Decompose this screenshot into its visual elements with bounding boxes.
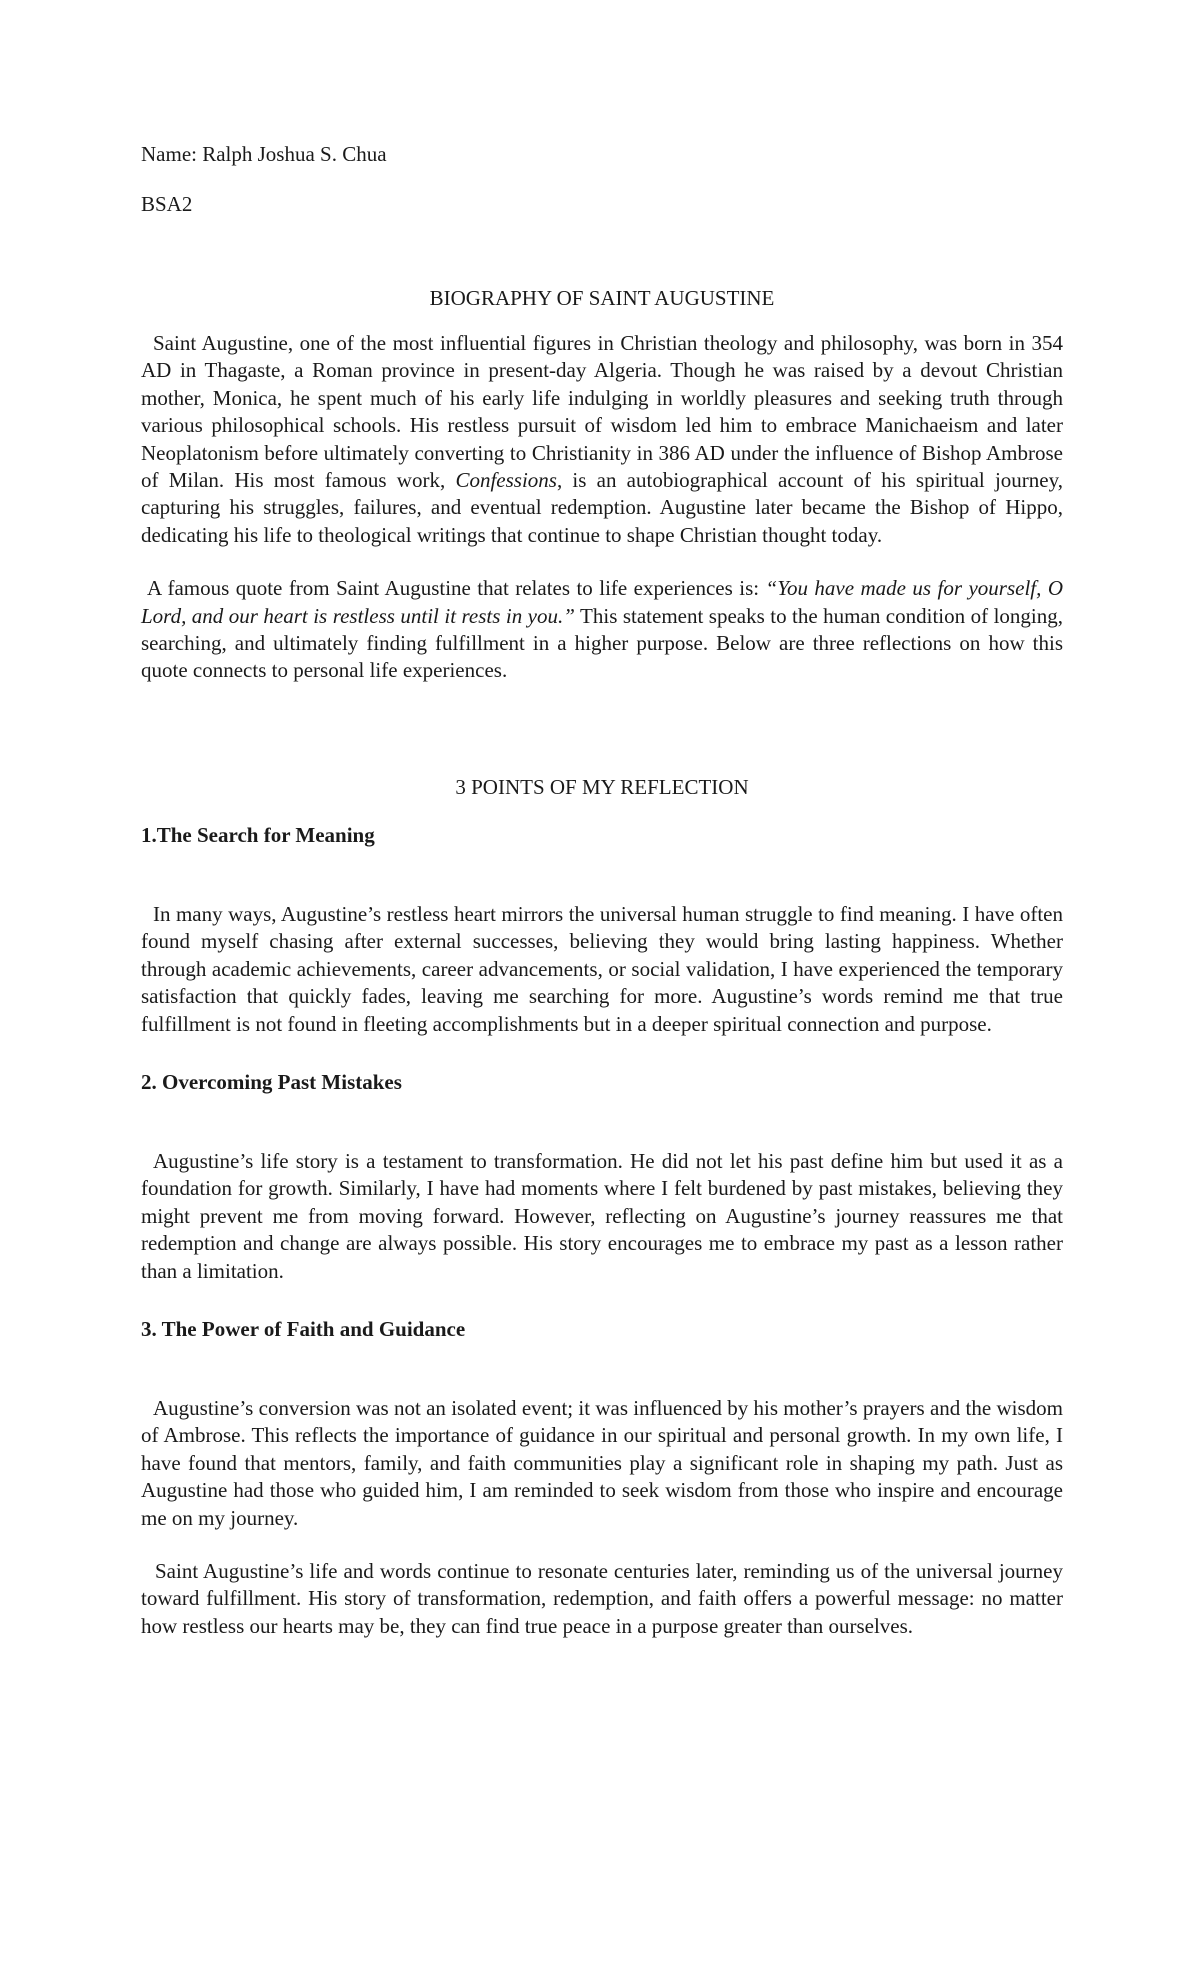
reflection-heading-1: 1.The Search for Meaning: [141, 822, 375, 847]
document-title: BIOGRAPHY OF SAINT AUGUSTINE: [429, 286, 775, 310]
augustine-quote: “You have made us for yourself, O Lord, and our heart is restless until it rests in you.”: [141, 576, 1063, 628]
biography-paragraph: [141, 330, 1063, 549]
quote-intro: A famous quote from Saint Augustine that relates to life experiences is:: [147, 576, 766, 601]
biography-text-end: , is an autobiographical account of his spiritual journey, capturing his struggles, failures, and eventual redemption. Augustine later became the Bishop of Hippo, dedicating his life to theological writings that continue to shape Christian thought today.: [141, 468, 1063, 547]
reflection-text-3: Augustine’s conversion was not an isolated event; it was influenced by his mother’s prayers and the wisdom of Ambrose. This reflects the importance of guidance in our spiritual and personal growth. In my own life, I have found that mentors, family, and faith communities play a significant role in shaping my path. Just as Augustine had those who guided him, I am reminded to seek wisdom from those who inspire and encourage me on my journey.: [141, 1395, 1063, 1530]
reflection-text-2: Augustine’s life story is a testament to transformation. He did not let his past define him but used it as a foundation for growth. Similarly, I have had moments where I felt burdened by past mistakes, believing they might prevent me from moving forward. However, reflecting on Augustine’s journey reassures me that redemption and change are always possible. His story encourages me to embrace my past as a lesson rather than a limitation.: [141, 1148, 1063, 1283]
student-name: Name: Ralph Joshua S. Chua: [141, 142, 387, 166]
reflection-text-1: In many ways, Augustine’s restless heart mirrors the universal human struggle to find meaning. I have often found myself chasing after external successes, believing they would bring lasting happiness. Whether through academic achievements, career advancements, or social validation, I have experienced the temporary satisfaction that quickly fades, leaving me searching for more. Augustine’s words remind me that true fulfillment is not found in fleeting accomplishments but in a deeper spiritual connection and purpose.: [141, 901, 1063, 1036]
document-body: [141, 140, 1063, 1640]
conclusion-paragraph: Saint Augustine’s life and words continue to resonate centuries later, reminding us of the universal journey toward fulfillment. His story of transformation, redemption, and faith offers a powerful message: no matter how restless our hearts may be, they can find true peace in a purpose greater than ourselves.: [141, 1558, 1063, 1638]
reflection-heading-2: 2. Overcoming Past Mistakes: [141, 1069, 402, 1094]
book-title-confessions: Confessions: [455, 468, 557, 493]
biography-text-start: Saint Augustine, one of the most influential figures in Christian theology and philosophy, was born in 354 AD in Thagaste, a Roman province in present-day Algeria. Though he was raised by a devout Christian mother, Monica, he spent much of his early life indulging in worldly pleasures and seeking truth through various philosophical schools. His restless pursuit of wisdom led him to embrace Manichaeism and later Neoplatonism before ultimately converting to Christianity in 386 AD under the influence of Bishop Ambrose of Milan. His most famous work,: [141, 331, 1063, 493]
quote-paragraph: [141, 575, 1063, 685]
reflection-heading-3: 3. The Power of Faith and Guidance: [141, 1316, 466, 1341]
reflection-section-title: 3 POINTS OF MY REFLECTION: [455, 774, 749, 799]
course-label: BSA2: [141, 192, 193, 216]
quote-explanation: This statement speaks to the human condition of longing, searching, and ultimately finding fulfillment in a higher purpose. Below are three reflections on how this quote connects to personal life experiences.: [141, 603, 1063, 683]
